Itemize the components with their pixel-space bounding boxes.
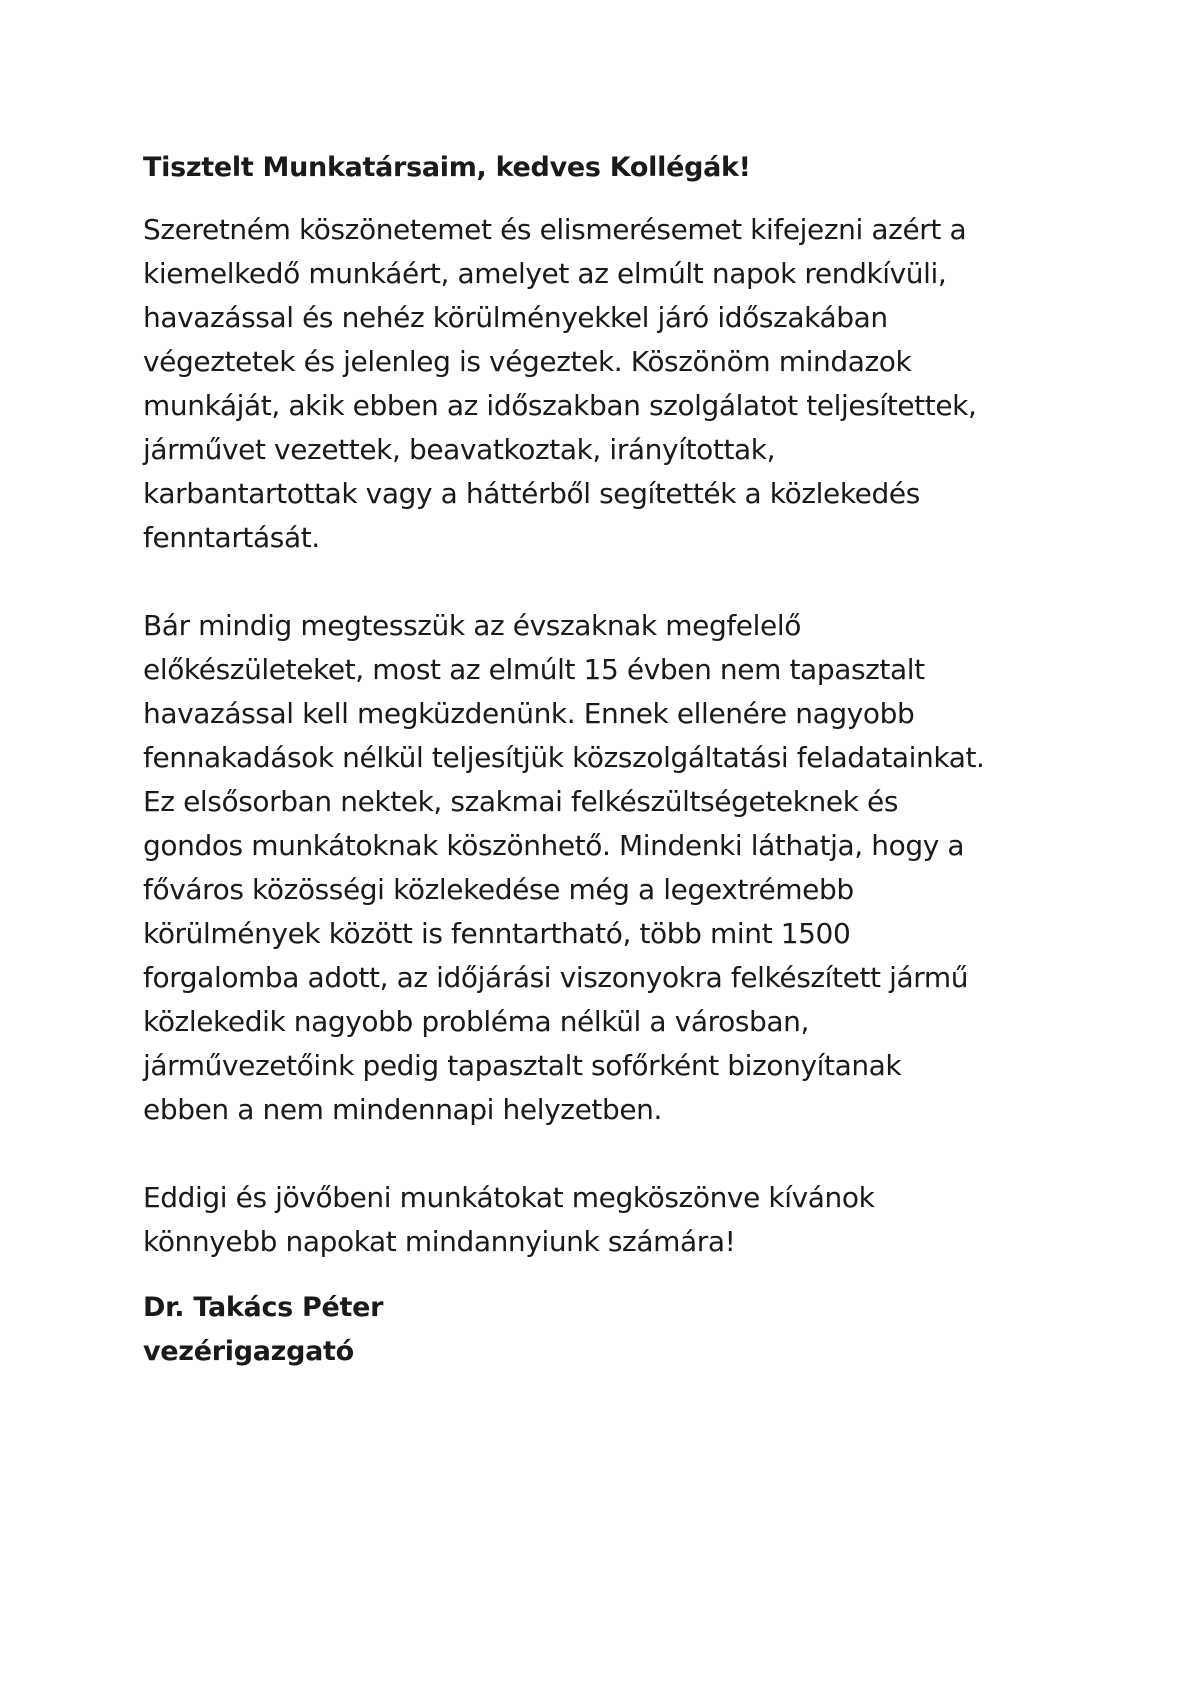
letter-greeting: Tisztelt Munkatársaim, kedves Kollégák! [143,152,751,183]
text-line: előkészületeket, most az elmúlt 15 évben nem tapasztalt [143,653,925,686]
text-line: Bár mindig megtesszük az évszaknak megfelelő [143,609,801,642]
text-line: járművet vezettek, beavatkoztak, irányítottak, [143,433,776,466]
text-line: fenntartását. [143,521,320,554]
paragraph-closing [143,1176,1073,1264]
text-line: közlekedik nagyobb probléma nélkül a városban, [143,1005,810,1038]
signature-title: vezérigazgató [143,1336,354,1367]
text-line: havazással és nehéz körülményekkel járó időszakában [143,301,888,334]
signature-block [143,1286,1073,1374]
text-line: főváros közösségi közlekedése még a legextrémebb [143,873,854,906]
text-line: Eddigi és jövőbeni munkátokat megköszönve kívánok [143,1181,875,1214]
text-line: ebben a nem mindennapi helyzetben. [143,1093,663,1126]
text-line: munkáját, akik ebben az időszakban szolgálatot teljesítettek, [143,389,977,422]
text-line: Ez elsősorban nektek, szakmai felkészültségeteknek és [143,785,899,818]
text-line: fennakadások nélkül teljesítjük közszolgáltatási feladatainkat. [143,741,985,774]
text-line: Szeretném köszönetemet és elismerésemet kifejezni azért a [143,213,967,246]
text-line: kiemelkedő munkáért, amelyet az elmúlt napok rendkívüli, [143,257,947,290]
text-line: könnyebb napokat mindannyiunk számára! [143,1225,736,1258]
letter [143,148,1073,1374]
text-line: havazással kell megküzdenünk. Ennek ellenére nagyobb [143,697,915,730]
paragraph-thanks [143,208,1073,560]
signature-name: Dr. Takács Péter [143,1292,384,1323]
text-line: karbantartottak vagy a háttérből segítették a közlekedés [143,477,920,510]
text-line: forgalomba adott, az időjárási viszonyokra felkészített jármű [143,961,969,994]
text-line: járművezetőink pedig tapasztalt sofőrként bizonyítanak [143,1049,902,1082]
text-line: végeztetek és jelenleg is végeztek. Köszönöm mindazok [143,345,912,378]
text-line: körülmények között is fenntartható, több mint 1500 [143,917,851,950]
text-line: gondos munkátoknak köszönhető. Mindenki láthatja, hogy a [143,829,965,862]
paragraph-preparation [143,604,1073,1132]
